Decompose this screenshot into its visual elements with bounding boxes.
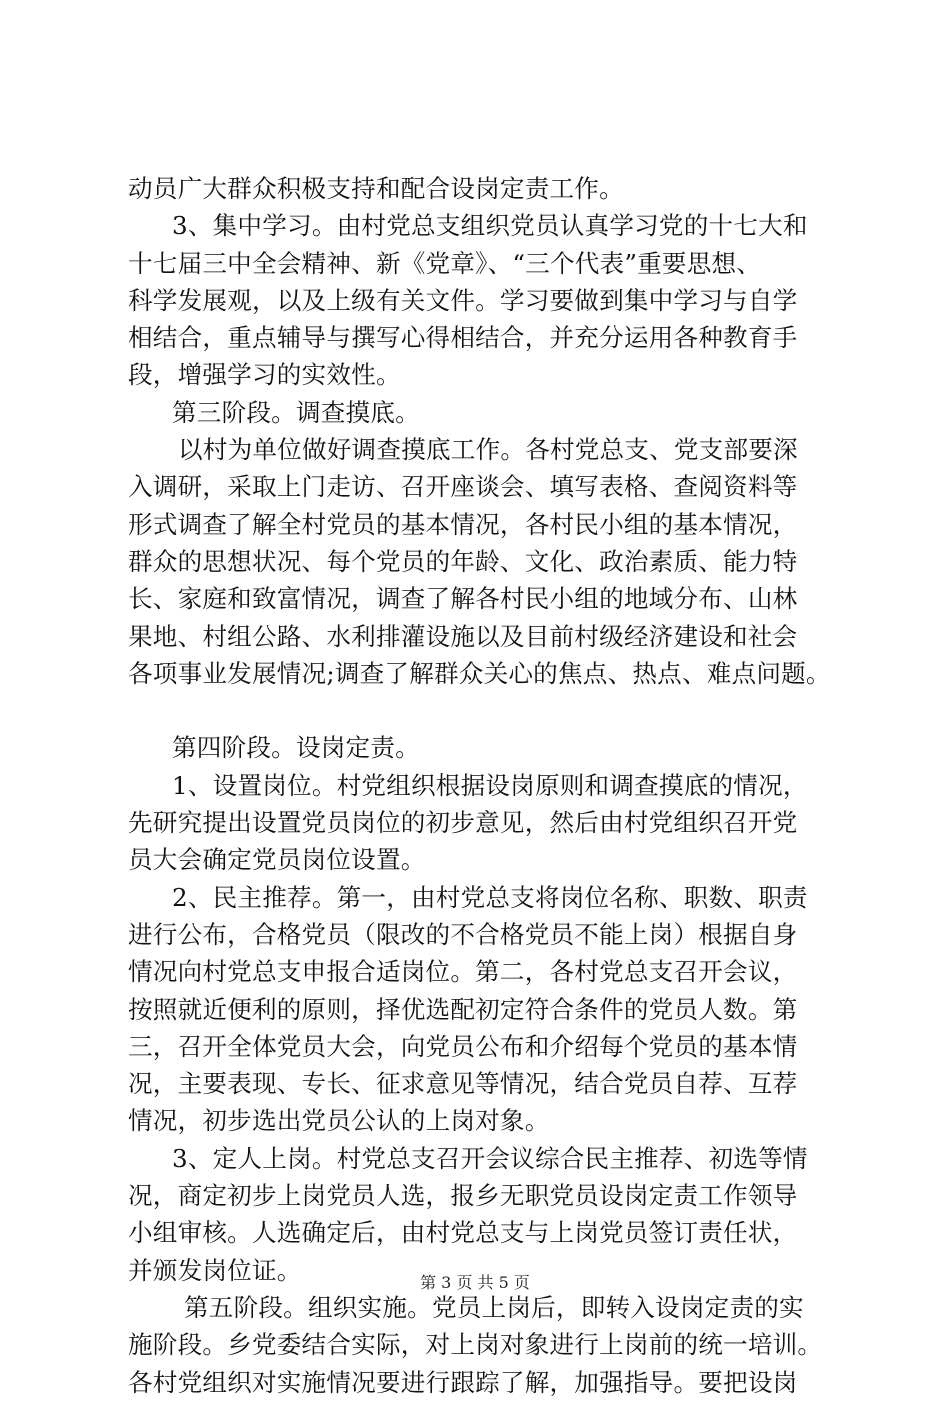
paragraph-line: 以村为单位做好调查摸底工作。各村党总支、党支部要深 xyxy=(178,435,798,465)
paragraph-line: 3、定人上岗。村党总支召开会议综合民主推荐、初选等情 xyxy=(172,1143,808,1173)
document-body xyxy=(128,170,840,1401)
paragraph-line: 先研究提出设置党员岗位的初步意见，然后由村党组织召开党 xyxy=(128,808,798,838)
paragraph-line: 群众的思想状况、每个党员的年龄、文化、政治素质、能力特 xyxy=(128,546,798,576)
paragraph-line: 相结合，重点辅导与撰写心得相结合，并充分运用各种教育手 xyxy=(128,323,798,353)
paragraph-line: 施阶段。乡党委结合实际，对上岗对象进行上岗前的统一培训。 xyxy=(128,1330,823,1360)
paragraph-line: 三，召开全体党员大会，向党员公布和介绍每个党员的基本情 xyxy=(128,1031,798,1061)
paragraph-line: 员大会确定党员岗位设置。 xyxy=(128,845,426,875)
paragraph-line: 2、民主推荐。第一，由村党总支将岗位名称、职数、职责 xyxy=(172,882,808,912)
paragraph-line: 按照就近便利的原则，择优选配初定符合条件的党员人数。第 xyxy=(128,994,798,1024)
paragraph-line: 各项事业发展情况;调查了解群众关心的焦点、热点、难点问题。 xyxy=(128,658,831,688)
page-footer: 第 3 页 共 5 页 xyxy=(420,1273,530,1292)
paragraph-line: 小组审核。人选确定后，由村党总支与上岗党员签订责任状， xyxy=(128,1218,798,1248)
paragraph-line: 第三阶段。调查摸底。 xyxy=(172,397,420,427)
paragraph-line: 动员广大群众积极支持和配合设岗定责工作。 xyxy=(128,174,624,203)
paragraph-line: 果地、村组公路、水利排灌设施以及目前村级经济建设和社会 xyxy=(128,621,798,651)
paragraph-line: 并颁发岗位证。 xyxy=(128,1255,302,1285)
paragraph-line: 入调研，采取上门走访、召开座谈会、填写表格、查阅资料等 xyxy=(128,472,798,502)
paragraph-line: 进行公布，合格党员（限改的不合格党员不能上岗）根据自身 xyxy=(128,919,798,949)
paragraph-line: 情况向村党总支申报合适岗位。第二，各村党总支召开会议， xyxy=(128,957,798,987)
paragraph-line: 形式调查了解全村党员的基本情况，各村民小组的基本情况， xyxy=(128,509,798,539)
paragraph-line: 1、设置岗位。村党组织根据设岗原则和调查摸底的情况， xyxy=(172,770,808,800)
paragraph-line: 各村党组织对实施情况要进行跟踪了解，加强指导。要把设岗 xyxy=(128,1367,798,1397)
paragraph-line: 十七届三中全会精神、新《党章》、“三个代表”重要思想、 xyxy=(128,248,762,278)
paragraph-line: 3、集中学习。由村党总支组织党员认真学习党的十七大和 xyxy=(172,211,808,241)
paragraph-line: 况，商定初步上岗党员人选，报乡无职党员设岗定责工作领导 xyxy=(128,1181,798,1211)
paragraph-line: 科学发展观，以及上级有关文件。学习要做到集中学习与自学 xyxy=(128,285,798,315)
paragraph-line: 第五阶段。组织实施。党员上岗后，即转入设岗定责的实 xyxy=(184,1292,804,1322)
paragraph-line: 长、家庭和致富情况，调查了解各村民小组的地域分布、山林 xyxy=(128,584,798,614)
paragraph-line: 况，主要表现、专长、征求意见等情况，结合党员自荐、互荐 xyxy=(128,1069,798,1099)
blank-line xyxy=(128,692,840,729)
paragraph-line: 情况，初步选出党员公认的上岗对象。 xyxy=(128,1106,550,1136)
paragraph-line: 段，增强学习的实效性。 xyxy=(128,360,401,390)
paragraph-line: 第四阶段。设岗定责。 xyxy=(172,733,420,763)
